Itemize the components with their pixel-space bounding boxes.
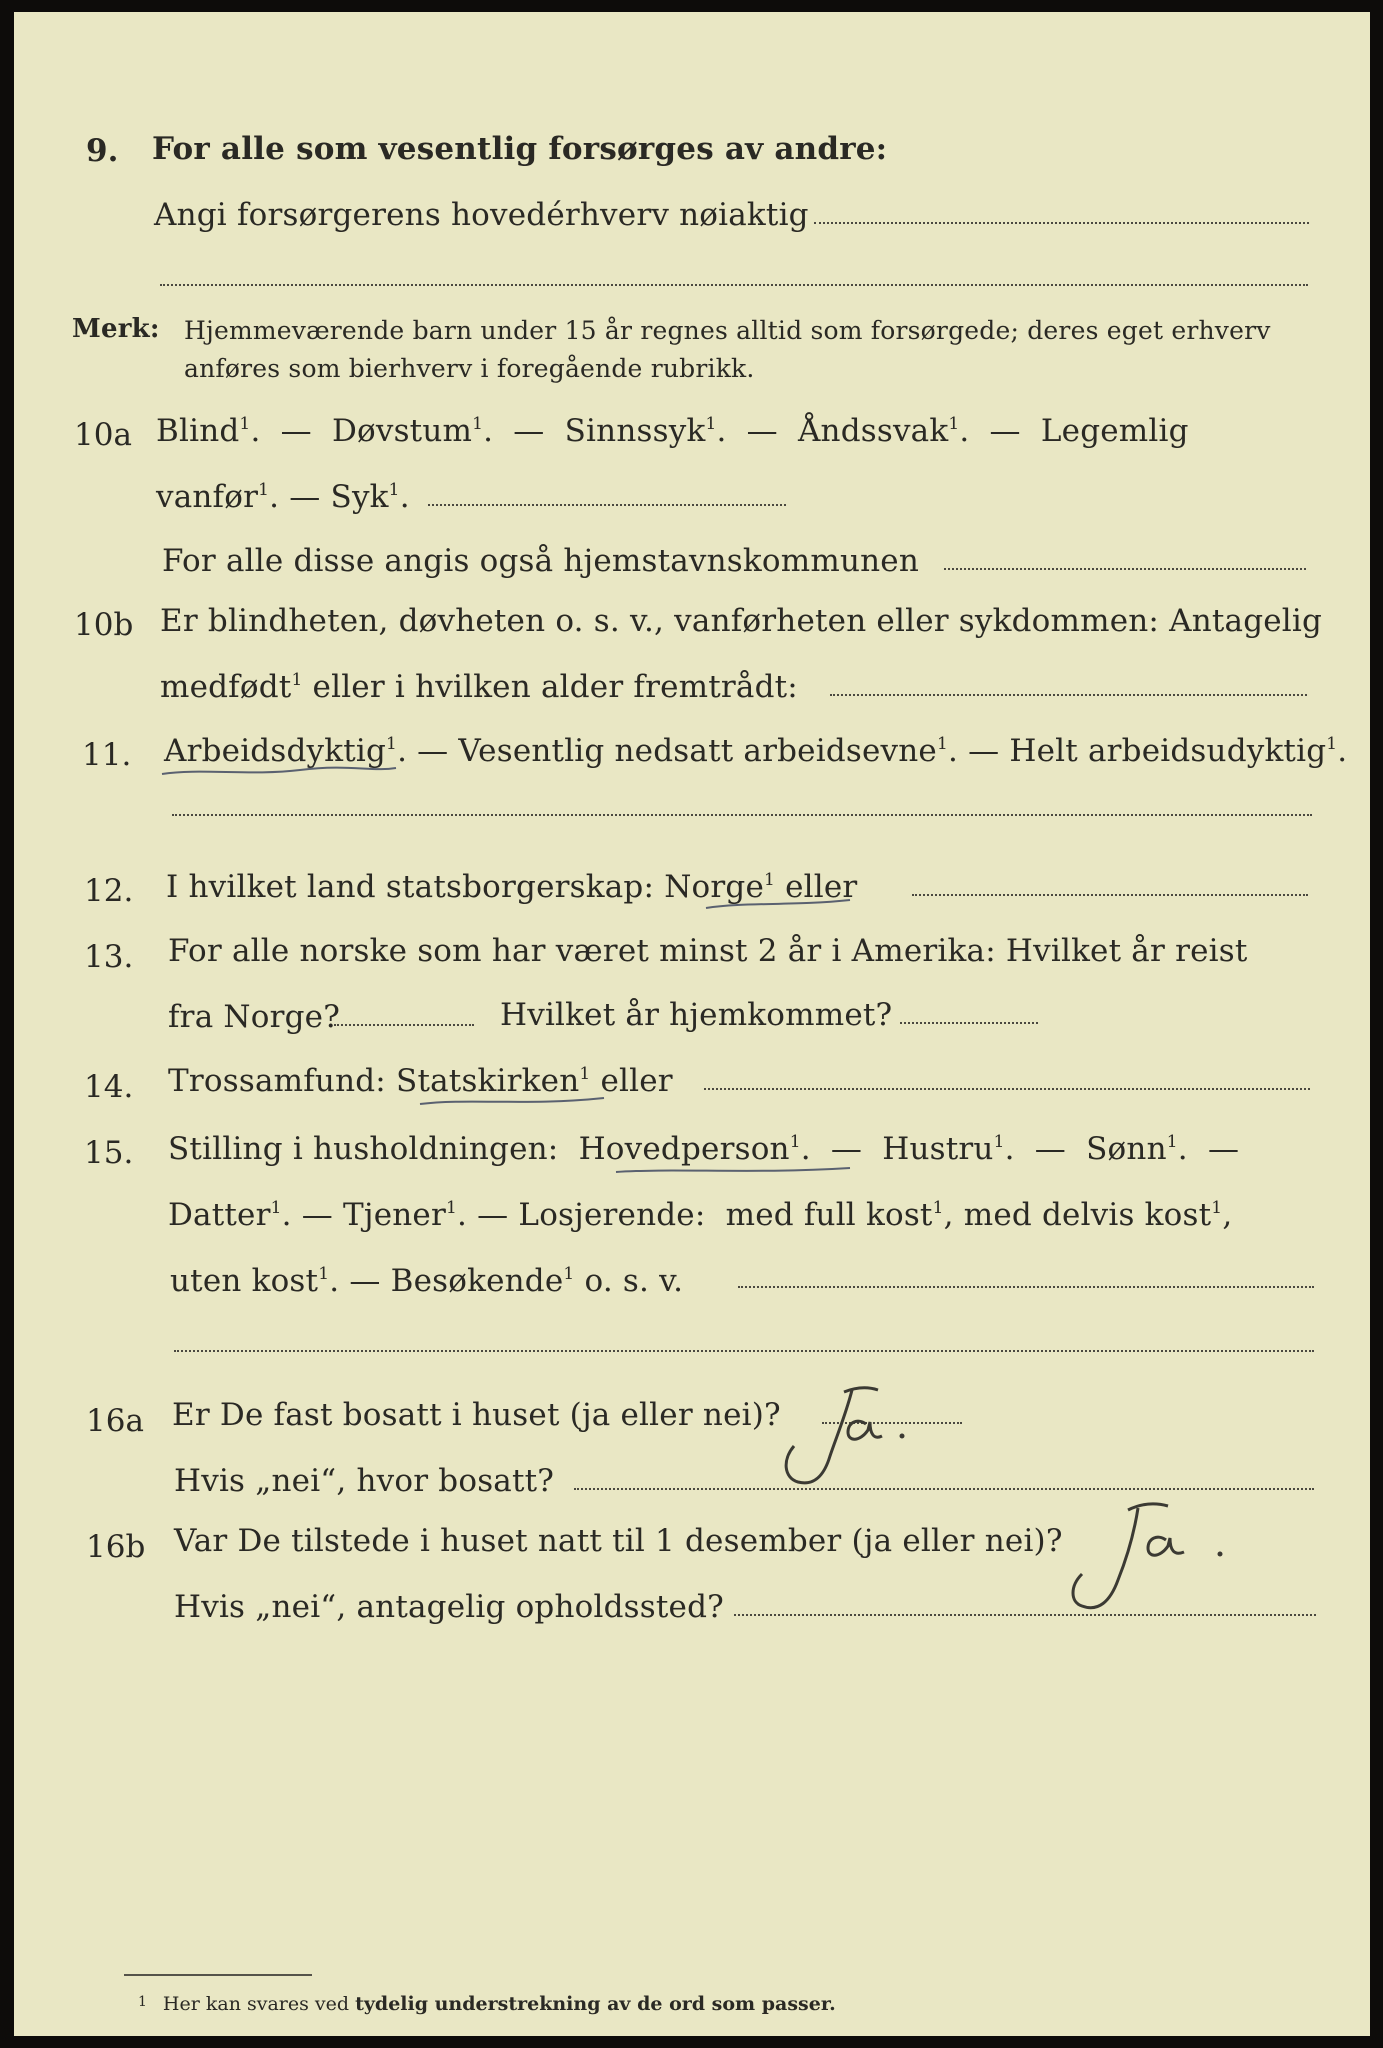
- footnote: $^1$ Her kan svares ved tydelig understrekning av de ord som passer.: [138, 1993, 836, 2015]
- option-statskirken[interactable]: Statskirken: [396, 1063, 580, 1099]
- q16a-handwritten-answer: [774, 1378, 974, 1498]
- q9-number: 9.: [86, 133, 119, 169]
- merk-text-2: anføres som bierhverv i foregående rubrikk.: [184, 354, 755, 383]
- q16a-prompt: Hvis „nei“, hvor bosatt?: [174, 1463, 555, 1499]
- footnote-mark: 1: [138, 1994, 147, 2010]
- option-sinnssyk[interactable]: Sinnssyk: [564, 413, 706, 449]
- q12-answer-line[interactable]: [912, 894, 1308, 896]
- option-sonn[interactable]: Sønn: [1086, 1131, 1167, 1167]
- option-medfodt[interactable]: medfødt: [160, 669, 292, 705]
- option-hovedperson[interactable]: Hovedperson: [578, 1131, 790, 1167]
- q16a-question: Er De fast bosatt i huset (ja eller nei)?: [172, 1397, 781, 1433]
- option-arbeidsdyktig[interactable]: Arbeidsdyktig: [164, 733, 387, 769]
- q12-number: 12.: [84, 873, 134, 909]
- q12-line: I hvilket land statsborgerskap: Norge$^1$ eller: [166, 869, 858, 905]
- q13-hjemkommet-line[interactable]: [900, 1022, 1038, 1024]
- q16b-handwritten-answer: [1064, 1494, 1274, 1624]
- q13-number: 13.: [84, 939, 134, 975]
- q11-line: Arbeidsdyktig$^1$. — Vesentlig nedsatt arbeidsevne$^1$. — Helt arbeidsudyktig$^1$.: [164, 733, 1348, 769]
- option-blind[interactable]: Blind: [156, 413, 240, 449]
- q14-line: Trossamfund: Statskirken$^1$ eller: [168, 1063, 673, 1099]
- option-besokende[interactable]: Besøkende: [390, 1263, 564, 1299]
- q13-fra-norge: fra Norge?: [168, 999, 341, 1035]
- option-udyktig[interactable]: . — Helt arbeidsudyktig: [948, 733, 1327, 769]
- q9-prompt: Angi forsørgerens hovedérhverv nøiaktig: [154, 197, 809, 233]
- q10a-line-1: Blind$^1$. — Døvstum$^1$. — Sinnssyk$^1$. — Åndssvak$^1$. — Legemlig: [156, 413, 1189, 449]
- option-syk[interactable]: Syk: [330, 479, 389, 515]
- q13-reist-line[interactable]: [334, 1024, 474, 1026]
- q10b-line-2: medfødt$^1$ eller i hvilken alder fremtrådt:: [160, 669, 798, 705]
- option-nedsatt[interactable]: — Vesentlig nedsatt arbeidsevne: [417, 733, 937, 769]
- option-dovstum[interactable]: Døvstum: [331, 413, 473, 449]
- q9-answer-line-2[interactable]: [160, 284, 1308, 286]
- underline-arbeidsdyktig: [160, 762, 400, 782]
- census-form-page: [14, 12, 1370, 2036]
- q10a-answer-line[interactable]: [428, 504, 786, 506]
- q14-number: 14.: [84, 1069, 134, 1105]
- q16b-number: 16b: [86, 1529, 146, 1565]
- option-tjener[interactable]: Tjener: [343, 1197, 446, 1233]
- option-vanfor[interactable]: vanfør: [156, 479, 259, 515]
- q10b-line-1: Er blindheten, døvheten o. s. v., vanførheten eller sykdommen: Antagelig: [160, 603, 1323, 639]
- q16b-question: Var De tilstede i huset natt til 1 desember (ja eller nei)?: [174, 1523, 1063, 1559]
- q16a-number: 16a: [86, 1403, 144, 1439]
- q10b-number: 10b: [74, 607, 134, 643]
- underline-norge: [704, 894, 854, 914]
- q13-hjemkommet: Hvilket år hjemkommet?: [500, 997, 893, 1033]
- q15-line-2: Datter$^1$. — Tjener$^1$. — Losjerende: med full kost$^1$, med delvis kost$^1$,: [168, 1197, 1233, 1233]
- q10b-answer-line[interactable]: [830, 694, 1307, 696]
- q15-answer-line[interactable]: [738, 1286, 1314, 1288]
- q15-line-3: uten kost$^1$. — Besøkende$^1$ o. s. v.: [170, 1263, 684, 1299]
- q14-answer-line[interactable]: [704, 1088, 1310, 1090]
- option-full-kost[interactable]: med full kost: [725, 1197, 933, 1233]
- q11-number: 11.: [82, 737, 132, 773]
- q15-answer-line-2[interactable]: [174, 1350, 1314, 1352]
- option-hustru[interactable]: Hustru: [882, 1131, 994, 1167]
- q15-line-1: Stilling i husholdningen: Hovedperson$^1$. — Hustru$^1$. — Sønn$^1$. —: [168, 1131, 1240, 1167]
- option-datter[interactable]: Datter: [168, 1197, 271, 1233]
- option-norge[interactable]: Norge: [664, 869, 764, 905]
- option-legemlig[interactable]: Legemlig: [1040, 413, 1189, 449]
- q11-answer-line[interactable]: [172, 814, 1312, 816]
- q10a-number: 10a: [74, 417, 132, 453]
- q9-heading: For alle som vesentlig forsørges av andre:: [152, 131, 888, 167]
- q10a-hjemstavn-line[interactable]: [944, 568, 1306, 570]
- q15-number: 15.: [84, 1135, 134, 1171]
- q10a-line-3: For alle disse angis også hjemstavnskommunen: [162, 543, 919, 579]
- q16b-prompt: Hvis „nei“, antagelig opholdssted?: [174, 1589, 724, 1625]
- q13-line-1: For alle norske som har været minst 2 år i Amerika: Hvilket år reist: [168, 933, 1248, 969]
- q10a-line-2: vanfør$^1$. — Syk$^1$.: [156, 479, 410, 515]
- option-andssvak[interactable]: Åndssvak: [797, 413, 949, 449]
- q16b-opholdssted-line[interactable]: [734, 1614, 1316, 1616]
- q9-answer-line[interactable]: [814, 222, 1309, 224]
- option-uten-kost[interactable]: uten kost: [170, 1263, 319, 1299]
- underline-hovedperson: [614, 1162, 854, 1182]
- footnote-rule: [124, 1974, 312, 1976]
- merk-label: Merk:: [72, 314, 160, 344]
- option-delvis-kost[interactable]: med delvis kost: [963, 1197, 1212, 1233]
- q16a-bosatt-line[interactable]: [574, 1488, 1314, 1490]
- underline-statskirken: [418, 1092, 608, 1112]
- merk-text-1: Hjemmeværende barn under 15 år regnes alltid som forsørgede; deres eget erhverv: [184, 316, 1271, 345]
